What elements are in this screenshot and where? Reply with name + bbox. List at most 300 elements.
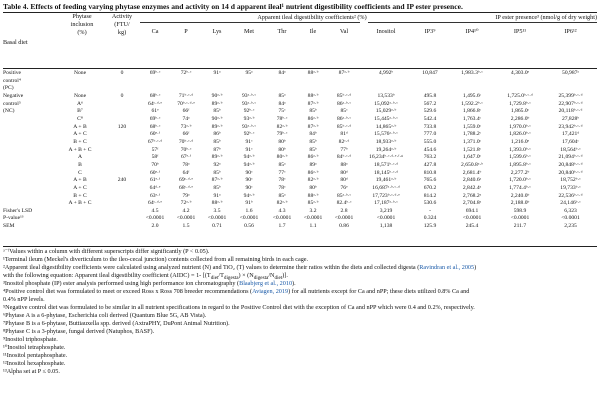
cell-phytase <box>56 85 104 93</box>
cell-lys: 87ᵇ <box>213 146 221 153</box>
cell-ip3: 10,847 <box>422 70 438 76</box>
cell-phytase: None <box>73 92 87 99</box>
cell-activity <box>104 147 140 155</box>
cell-activity <box>104 208 140 216</box>
cell-ip5: 2,188.0ᵇ <box>510 200 530 207</box>
cell-thr: 80ᵇ <box>278 146 286 153</box>
cell-ca <box>140 78 170 86</box>
table-row <box>3 78 597 86</box>
cell-p: 71ᵇ·ᶜ·ᵈ <box>178 92 194 99</box>
table-row <box>3 177 597 185</box>
cell-ca: 63ᵉ·ᶠ <box>149 192 161 199</box>
aid-group-header: Apparent ileal digestibility coefficients² (%) <box>257 14 367 21</box>
cell-basal-diet <box>3 131 56 139</box>
cell-met: 90ᶜ <box>245 169 253 176</box>
cell-ile: 88ᵃ·ᵇ <box>307 192 319 199</box>
table-row <box>3 223 597 231</box>
cell-basal-diet: (NC) <box>3 108 15 115</box>
cell-val: 86ᵃ·ᵇ·ᶜ <box>336 115 351 122</box>
footnote-2: ²Apparent ileal digestibility coefficients were calculated using analyzed nutrient (N) and TiO₂ (T) values to determine their ratios within the diets and collected digesta (Ravindran et al., 2005) <box>3 264 477 271</box>
cell-ip3: 495.8 <box>423 92 437 99</box>
cell-phytase: B⁷ <box>77 108 83 115</box>
cell-lys: 89ᵃ·ᵇ <box>211 100 223 107</box>
cell-activity <box>104 108 140 116</box>
cell-ca: 64ᵈ·ᵉ <box>149 184 161 191</box>
cell-basal-diet <box>3 162 56 170</box>
footnote-13: ¹³Alpha set at P ≤ 0.05. <box>3 368 60 375</box>
cell-ip5: 1,720.0ᵇ·ᶜ <box>509 177 531 184</box>
cell-ile: 85ᵃ·ᵇ <box>307 200 319 207</box>
cell-met: 91ᶜ <box>245 138 253 145</box>
cell-val: 87ᵃ·ᵇ <box>338 70 350 76</box>
cell-ip4: 1,983.3ᵇ·ᶜ <box>461 70 483 76</box>
cell-activity <box>104 116 140 124</box>
cell-thr <box>266 85 298 93</box>
table-row <box>3 85 597 93</box>
footnote-7: ⁷Phytase B is a 6-phytase, Buttiauxella spp. derived (AxtraPHY, DuPont Animal Nutrition). <box>3 320 230 327</box>
cell-ip3: 542.4 <box>423 115 437 122</box>
cell-thr: 4.3 <box>278 207 286 214</box>
aid-group-rule <box>140 22 360 23</box>
cell-met: 94ᵃ·ᵇ <box>243 154 255 161</box>
cell-basal-diet <box>3 170 56 178</box>
cell-phytase: None <box>73 70 87 76</box>
cell-thr: 85ᵃ <box>278 161 286 168</box>
table-row <box>3 70 597 78</box>
cell-inositol: 15,576ᵃ·ᵇ·ᶜ <box>374 131 398 138</box>
cell-ip4: 2,768.2ᵃ <box>462 192 482 199</box>
cell-activity <box>104 131 140 139</box>
cell-ip5: 1,865.0ᶜ <box>510 108 530 115</box>
cell-ca: 2.0 <box>151 223 159 230</box>
cell-phytase: A⁶ <box>77 100 83 107</box>
cell-val: 86ᵃ·ᵇ·ᶜ <box>336 100 351 107</box>
cell-ip3: 567.2 <box>423 100 437 107</box>
cell-lys: 85ᵇ <box>213 184 221 191</box>
cell-ile: 85ᵇ <box>309 108 317 115</box>
cell-ip4: 245.4 <box>465 223 479 230</box>
cell-ip6: <0.0001 <box>561 215 580 222</box>
phytase-header-1: Phytase <box>72 13 92 20</box>
cell-ip3: 765.6 <box>423 177 437 184</box>
aviagen-link[interactable]: Aviagen, 2019 <box>252 288 289 295</box>
cell-ip6: 22,536ᵇ·ᶜ·ᵈ <box>558 192 583 199</box>
cell-ip3: - <box>429 207 431 214</box>
cell-val: 88ᵃ <box>340 161 348 168</box>
footnote-10: ¹⁰Inositol tetraphosphate. <box>3 344 66 351</box>
cell-met: 0.56 <box>244 223 254 230</box>
footnote-6: ⁶Phytase A is a 6-phytase, Escherichia coli derived (Quantum Blue 5G, AB Vista). <box>3 312 207 319</box>
cell-phytase <box>56 78 104 86</box>
cell-ip5: 1,216.0ᵉ <box>510 138 530 145</box>
footnote-11: ¹¹Inositol pentaphosphate. <box>3 352 68 359</box>
cell-met: 91ᶜ <box>245 146 253 153</box>
cell-ip3: 125.9 <box>423 223 437 230</box>
cell-ip4: 1,647.0ᶜ <box>462 154 482 161</box>
cell-p: 73ᵃ·ᵇ <box>180 123 192 130</box>
cell-inositol: 14,865ᵃ·ᵇ <box>375 123 397 130</box>
cell-lys: 91ᵃ <box>213 70 221 76</box>
cell-lys: 87ᵃ·ᵇ <box>211 177 223 184</box>
cell-basal-diet <box>3 124 56 132</box>
cell-ip3: 454.6 <box>423 146 437 153</box>
footnote-3: ³Inositol phosphate (IP) ester analysis performed using high performance ion chromatography (Blaabjerg et al., 2010). <box>3 280 296 287</box>
cell-ip5: 1,970.0ᵇ·ᶜ <box>509 123 531 130</box>
cell-p: 79ᵃ <box>182 192 190 199</box>
cell-p: 70ᵇ·ᶜ·ᵈ·ᵉ <box>177 100 195 107</box>
cell-inositol: 15,445ᵃ·ᵇ·ᶜ <box>374 115 398 122</box>
cell-thr: 80ᵇ <box>278 138 286 145</box>
cell-thr: 78ᶜ <box>278 184 286 191</box>
cell-ip3: 427.8 <box>423 161 437 168</box>
cell-ip5: 1,725.0ᵇ·ᶜ·ᵈ <box>507 92 533 99</box>
cell-ip5: 2,286.0ᵇ <box>510 115 530 122</box>
cell-lys: 90ᵃ·ᵇ <box>211 92 223 99</box>
cell-val: 80ᵈ <box>340 177 348 184</box>
col-ip6: IP6¹² <box>564 28 577 35</box>
cell-ca <box>140 85 170 93</box>
footnote-1: ¹Terminal ileum (Meckel's diverticulum to the ileo-cecal junction) contents collected from all remaining birds in each cage. <box>3 256 309 263</box>
cell-met <box>232 85 266 93</box>
cell-inositol <box>360 78 412 86</box>
cell-met: 94ᵃ·ᵇ <box>243 161 255 168</box>
cell-ile: 1.1 <box>309 223 317 230</box>
cell-inositol <box>360 85 412 93</box>
cell-lys: 86ᵇ <box>213 131 221 138</box>
cell-activity <box>104 185 140 193</box>
cell-ip3: 814.2 <box>423 192 437 199</box>
cell-ile: 86ᵃ·ᵇ <box>307 115 319 122</box>
cell-thr: 80ᵃ·ᵇ <box>276 154 288 161</box>
cell-ip4: 2,704.8ᵃ <box>462 200 482 207</box>
cell-activity <box>104 139 140 147</box>
table-row <box>3 124 597 132</box>
cell-ip5 <box>496 85 544 93</box>
table-row <box>3 215 597 223</box>
cell-ip6: 17,604ᶜ <box>562 138 579 145</box>
data-table <box>3 70 597 231</box>
cell-ca: 61ᵉ <box>151 108 159 115</box>
cell-p: 78ᵃ <box>182 161 190 168</box>
cell-ip3 <box>412 85 448 93</box>
cell-ip4: 1,763.4ᶜ <box>462 115 482 122</box>
cell-lys: 0.71 <box>212 223 222 230</box>
cell-val: 84ᵇ·ᶜ·ᵈ <box>336 154 352 161</box>
cell-ip4: 694.1 <box>465 207 479 214</box>
cell-ca: 68ᵇ·ᶜ <box>149 92 161 99</box>
cell-lys <box>202 85 232 93</box>
cell-met: 94ᵃ·ᵇ <box>243 192 255 199</box>
cell-ip5: 1,393.0ᵇ·ᶜ <box>509 146 531 153</box>
cell-activity <box>104 101 140 109</box>
cell-ip5: 211.7 <box>513 223 527 230</box>
cell-ca: 60ᵉ·ᶠ <box>149 131 161 138</box>
cell-p: 4.2 <box>182 207 190 214</box>
cell-lys: 89ᵃ·ᵇ <box>211 154 223 161</box>
cell-ile: 89ᵃ <box>309 161 317 168</box>
cell-ile: 87ᵃ·ᵇ <box>307 123 319 130</box>
cell-ile <box>298 78 328 86</box>
cell-ile: 80ᵇ <box>309 184 317 191</box>
table-row <box>3 162 597 170</box>
cell-activity <box>104 85 140 93</box>
cell-ip5: 2,277.2ᵇ <box>510 169 530 176</box>
cell-p: 74ᵃ <box>182 115 190 122</box>
cell-phytase: A + B <box>73 177 87 184</box>
cell-inositol: <0.0001 <box>376 215 396 222</box>
cell-val: 85ᵃ·ᵇ·ᶜ <box>336 192 351 199</box>
cell-ile: 88ᵃ·ᵇ <box>307 92 319 99</box>
table-title: Table 4. Effects of feeding varying phytase enzymes and activity on 14 d apparent ileal¹ nutrient digestibility coefficients and IP ester presence. <box>3 2 463 11</box>
phytase-header-2: inclusion <box>70 21 94 28</box>
cell-p: 69ᶜ·ᵈ·ᵉ <box>179 177 193 184</box>
cell-met: <0.0001 <box>239 215 259 222</box>
cell-activity <box>104 78 140 86</box>
cell-ip6: 25,399ᵇ·ᶜ·ᵈ <box>558 92 583 99</box>
cell-ile: 86ᵃ·ᵇ <box>307 154 319 161</box>
cell-p: 66ᶠ <box>182 131 190 138</box>
cell-phytase: A <box>77 154 83 161</box>
cell-inositol: 17,723ᵇ·ᶜ·ᵈ·ᵉ <box>372 192 400 199</box>
cell-p: 70ᵇ·ᶜ·ᵈ <box>178 138 194 145</box>
footnote-a-f: ᵃ⁻ᶠValues within a column with different superscripts differ significantly (P < 0.05). <box>3 248 210 255</box>
cell-basal-diet: Fisher's LSD <box>3 207 33 214</box>
cell-inositol: 15,029ᵃ·ᵇ <box>375 108 397 115</box>
cell-ca: 4.5 <box>151 207 159 214</box>
cell-ip3: 0.324 <box>423 215 437 222</box>
cell-basal-diet <box>3 154 56 162</box>
cell-val <box>328 78 360 86</box>
cell-ip6: 23,942ᵇ·ᶜ·ᵈ <box>558 123 583 130</box>
cell-thr: 82ᵃ·ᵇ <box>276 200 288 207</box>
cell-ip6 <box>544 78 597 86</box>
cell-ip6: 24,146ᵇ·ᶜ <box>560 200 581 207</box>
table-row <box>3 170 597 178</box>
cell-val: 81ᵈ <box>340 131 348 138</box>
cell-thr: 78ᵇ·ᶜ <box>276 115 288 122</box>
footnote-5: ⁵Negative control diet was formulated to be similar in all nutrient specifications in regard to the Positive Control diet with the exception of Ca and nPP which were 0.4 and 0.2%, respectively. <box>3 304 475 311</box>
cell-ip4: <0.0001 <box>462 215 482 222</box>
cell-ca: 70ᵇ <box>151 161 159 168</box>
cell-lys: 92ᵃ <box>213 161 221 168</box>
cell-ile: 82ᵃ·ᵇ <box>307 177 319 184</box>
cell-ile: 3.2 <box>309 207 317 214</box>
cell-thr: 85ᵃ <box>278 192 286 199</box>
cell-ip4 <box>448 78 496 86</box>
cell-ip3 <box>412 78 448 86</box>
cell-met: 95ᵃ <box>245 70 253 76</box>
cell-ip6: 6,323 <box>564 207 577 214</box>
cell-thr: <0.0001 <box>272 215 292 222</box>
col-ca: Ca <box>151 28 159 35</box>
ip-group-rule <box>368 22 597 23</box>
cell-activity <box>104 162 140 170</box>
cell-thr <box>266 78 298 86</box>
cell-ip4 <box>448 85 496 93</box>
footnote-2-equation: with the following equation: Apparent ileal digestibility coefficient (AIDC) = 1- $[(T_{diet}/T_{digesta}) \times (N_{digesta}/N_{diet})]$. <box>3 272 288 282</box>
cell-ip4: 1,559.0ᶜ <box>462 123 482 130</box>
cell-basal-diet: Negative <box>3 92 24 99</box>
cell-phytase: A + C <box>73 184 87 191</box>
activity-header-2: (FTU/ <box>114 21 130 28</box>
cell-p <box>170 78 202 86</box>
col-ip5: IP5¹¹ <box>513 28 527 35</box>
phytase-header-3: (%) <box>77 29 87 36</box>
cell-ip5: 2,240.0ᵇ <box>510 192 530 199</box>
cell-ca: 69ᵇ·ᶜ <box>149 115 161 122</box>
cell-ip5: 598.9 <box>513 207 527 214</box>
cell-ip3: 530.6 <box>423 200 437 207</box>
cell-lys: 89ᵃ·ᵇ <box>211 123 223 130</box>
cell-met: 91ᵇ <box>245 200 253 207</box>
footnote-8: ⁸Phytase C is a 3-phytase, fungal derived (Natuphos, BASF). <box>3 328 155 335</box>
cell-ip6: 21,094ᵇ·ᶜ·ᵈ <box>558 154 583 161</box>
cell-ip4: 2,842.4ᵃ <box>462 184 482 191</box>
cell-val: 0.86 <box>339 223 349 230</box>
cell-ip5: 1,826.0ᵇ·ᶜ <box>509 131 531 138</box>
cell-inositol: 16,687ᵃ·ᵇ·ᶜ·ᵈ <box>372 184 400 191</box>
cell-ip6: 50,987ᵃ <box>562 70 579 76</box>
cell-ip3: 670.2 <box>423 184 437 191</box>
cell-met: 93ᵃ·ᵇ·ᶜ <box>241 123 256 130</box>
cell-inositol: 13,533ᵇ <box>377 92 395 99</box>
cell-ca: 57ᶠ <box>151 146 159 153</box>
cell-ile: 84ᵇ <box>309 131 317 138</box>
cell-p: 70ᵇ·ᶜ <box>180 146 192 153</box>
footnote-4: ⁴Positive control diet was formulated to meet or exceed Ross x Ross 708 breeder recommendations (Aviagen, 2019) for all nutrients except for Ca and nPP; these diets utilized 0.8% Ca and <box>3 288 470 295</box>
cell-ile: 86ᵃ·ᵇ <box>307 169 319 176</box>
cell-ip6: 18,564ᵇ·ᶜ <box>560 146 581 153</box>
cell-phytase: B + C <box>73 192 87 199</box>
footnote-4-cont: 0.4% nPP levels. <box>3 296 45 303</box>
cell-inositol: 1,138 <box>379 223 393 230</box>
cell-thr: 79ᵇ·ᶜ <box>276 131 288 138</box>
cell-val: 85ᶜ <box>340 108 348 115</box>
cell-basal-diet: control⁵ <box>3 100 21 107</box>
cell-ile <box>298 85 328 93</box>
cell-phytase: A + B + C <box>68 146 92 153</box>
cell-activity <box>104 215 140 223</box>
cell-val <box>328 85 360 93</box>
cell-val: 82.4ᵇ·ᶜ <box>336 200 352 207</box>
cell-inositol: 18,933ᵃ·ᵇ <box>375 138 397 145</box>
cell-p <box>170 85 202 93</box>
cell-activity: 240 <box>117 177 127 184</box>
cell-val: 85ᵇ·ᶜ·ᵈ <box>336 123 352 130</box>
cell-basal-diet <box>3 185 56 193</box>
cell-thr: 82ᵃ·ᵇ <box>276 123 288 130</box>
blaabjerg-link[interactable]: Blaabjerg et al., 2010 <box>239 280 293 287</box>
cell-p: 68ᶜ·ᵈ·ᵉ <box>179 184 193 191</box>
cell-p: 67ᵉ·ᶠ <box>180 154 192 161</box>
cell-ip6: 22,907ᵇ·ᶜ·ᵈ <box>558 100 583 107</box>
cell-ip6: 20,118ᵇ·ᶜ·ᵈ <box>558 108 583 115</box>
cell-ip5: 4,303.0ᵉ <box>510 70 530 76</box>
footnote-9: ⁹Inositol triphosphate. <box>3 336 58 343</box>
cell-lys: 3.5 <box>213 207 221 214</box>
cell-met: 92ᵇ·ᶜ <box>243 131 255 138</box>
bottom-rule <box>3 246 597 247</box>
cell-p: 72ᵃ·ᵇ <box>180 200 192 207</box>
cell-ip3: 733.8 <box>423 123 437 130</box>
cell-activity: 120 <box>117 123 127 130</box>
cell-ip5: 1,729.8ᵇ·ᶜ <box>509 100 531 107</box>
cell-lys: 85ᵇ <box>213 108 221 115</box>
table-row <box>3 208 597 216</box>
footnote-12: ¹²Inositol hexaphosphate. <box>3 360 66 367</box>
cell-val: 77ᵇ <box>340 146 348 153</box>
ravindran-link[interactable]: Ravindran et al., 2005 <box>419 264 475 271</box>
cell-phytase <box>56 215 104 223</box>
cell-basal-diet: SEM <box>3 223 15 230</box>
cell-ip4: 2,681.4ᵇ <box>462 169 482 176</box>
cell-thr: 84ᵃ <box>278 100 286 107</box>
cell-thr: 75ᶜ <box>278 108 286 115</box>
cell-lys: 90ᵃ·ᵇ <box>211 115 223 122</box>
cell-ip3: 555.0 <box>423 138 437 145</box>
table-row <box>3 185 597 193</box>
cell-p: 1.5 <box>182 223 190 230</box>
cell-met: 92ᵇ·ᶜ <box>243 108 255 115</box>
table-row <box>3 154 597 162</box>
cell-inositol: 3,219 <box>379 207 393 214</box>
cell-activity <box>104 170 140 178</box>
cell-thr: 85ᵃ <box>278 92 286 99</box>
cell-inositol: 15,092ᵃ·ᵇ·ᶜ <box>374 100 398 107</box>
cell-met: 1.6 <box>245 207 253 214</box>
cell-activity: 0 <box>120 92 124 99</box>
cell-ip5: 1,895.8ᵇ·ᶜ <box>509 161 531 168</box>
col-thr: Thr <box>277 28 287 35</box>
cell-ip6: 20,848ᵇ·ᶜ·ᵈ <box>558 161 583 168</box>
cell-met: 93ᵃ·ᵇ·ᶜ <box>241 92 256 99</box>
cell-lys: 85ᵇ <box>213 169 221 176</box>
cell-ip6: 2,235 <box>564 223 577 230</box>
cell-lys: 91ᵃ <box>213 192 221 199</box>
cell-ip4: 1,521.8ᶜ <box>462 146 482 153</box>
cell-val: <0.0001 <box>334 215 354 222</box>
cell-ip4: 2,840.6ᵃ <box>462 177 482 184</box>
cell-phytase: A + B <box>73 123 87 130</box>
cell-activity <box>104 193 140 201</box>
cell-basal-diet <box>3 200 56 208</box>
cell-p: <0.0001 <box>176 215 196 222</box>
cell-val: 82ᶜ·ᵈ <box>338 138 350 145</box>
table-row <box>3 200 597 208</box>
cell-ip4: 1,495.6ᶜ <box>462 92 482 99</box>
cell-ca: 67ᵇ·ᶜ·ᵈ <box>147 138 163 145</box>
cell-ip6: 19,733ᵇ·ᶜ <box>560 184 581 191</box>
cell-ip6: 18,752ᵇ·ᶜ <box>560 177 581 184</box>
cell-thr: 1.7 <box>278 223 286 230</box>
cell-val: 80ᵈ <box>340 169 348 176</box>
table-row <box>3 139 597 147</box>
cell-inositol: 19,264ᵃ·ᵇ <box>375 146 397 153</box>
cell-activity: 0 <box>120 70 124 76</box>
cell-met <box>232 78 266 86</box>
ip-group-header: IP ester presence³ (nmol/g of dry weight) <box>495 14 597 21</box>
cell-ile: 85ᵇ <box>309 146 317 153</box>
activity-header-1: Activity <box>111 13 133 20</box>
cell-phytase: C⁸ <box>77 115 83 122</box>
cell-lys: 85ᵇ <box>213 138 221 145</box>
cell-ca: 58ᶠ <box>151 154 159 161</box>
cell-activity <box>104 154 140 162</box>
table-row <box>3 131 597 139</box>
cell-basal-diet <box>3 139 56 147</box>
col-met: Met <box>244 28 254 35</box>
col-val: Val <box>339 28 349 35</box>
